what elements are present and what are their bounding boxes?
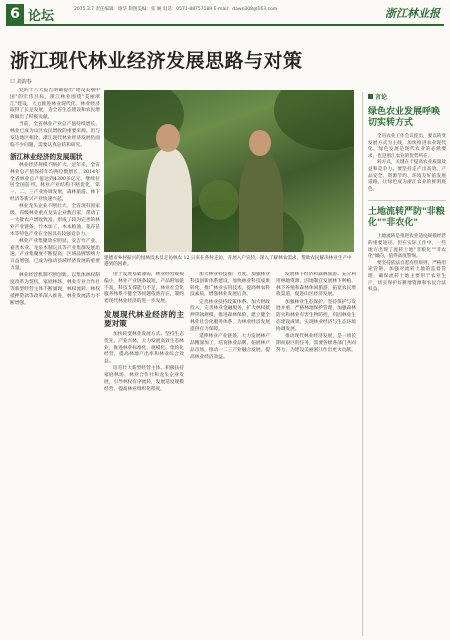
paragraph: 林业产业集聚效应明显。安吉竹产业、嘉善木业、龙泉木制玩具等产业集群发展迅速，产业集聚度不断提高，区域品牌影响力日益增强，已成为推动县域经济发展的重要力量。 xyxy=(10,238,100,272)
paragraph: 推动现代林业经济发展，是一项长期而艰巨的任务，需要各级各部门共同努力，为建设美丽浙江作出更大贡献。 xyxy=(276,334,356,353)
commentary-label-text: 言论 xyxy=(375,94,388,101)
paragraph: 加快转变林业发展方式。坚持生态优先、产业兴林，大力发展高效生态林业，推进林业标准化、规模化、集约化经营，提高林地产出率和林业综合效益。 xyxy=(104,331,184,365)
section-name: 论坛 xyxy=(28,9,55,24)
paragraph: 转方式，关键在于提高农业质量效益和竞争力。要坚持走产出高效、产品安全、资源节约、环境友好的发展道路，让绿色成为浙江农业的鲜明底色。 xyxy=(368,160,446,192)
article-column-3 xyxy=(190,272,270,636)
paragraph: 完善林业扶持政策体系。加大财政投入，完善林业金融服务，扩大林权抵押贷款规模，推进森林保险，建立健全林业社会化服务体系，为林业经济发展提供有力保障。 xyxy=(190,299,270,332)
photo-caption: 建德市乡村振兴的园林技术员走访林农 12 日来在各村走访，开展入户宣传，深入了解林农需求，帮助农民解决林业生产中遇到的困难。 xyxy=(104,256,352,268)
paragraph: 延伸林业产业链条。大力发展林产品精深加工，培育林业品牌，拓展林产品市场，推动一二三产业融合发展，提高林业经济效益。 xyxy=(190,334,270,360)
commentary-title-1: 绿色农业发展呼唤切实转方式 xyxy=(368,107,441,128)
paragraph: 党的十八大报告明确提出"建设美丽中国"的宏伟目标，浙江林业围绕"美丽浙江"建设，大力推进林业现代化，林业经济取得了长足发展，为全省生态建设和农民增收做出了积极贡献。 xyxy=(10,88,100,121)
page-meta: 2015.3.7 责任编辑：谢华 制图美编：张 娴 电话：0571-88757189 E-mail：dawn308@163.com xyxy=(74,7,278,12)
commentary-column xyxy=(362,92,446,636)
commentary-label xyxy=(368,92,446,101)
square-icon xyxy=(368,94,373,99)
article-column-1 xyxy=(10,88,100,636)
divider xyxy=(368,200,446,201)
commentary-title-2: 土地流转严防"非粮化""非农化" xyxy=(368,207,445,229)
masthead xyxy=(6,4,444,26)
paragraph: 由于发展基础薄弱，林业经营规模偏小，林业产业链条较短，产品附加值不高，科技支撑能力不足，林业社会化服务体系不健全等问题依然存在，制约着现代林业经济的进一步发展。 xyxy=(104,272,184,305)
paragraph: 林业经济规模不断扩大。近年来，全省林业总产值保持年均两位数增长，2014年全省林业总产值达到4300多亿元，继续位居全国前列。林业产业结构不断优化，第一、二、三产业协调发展，森林旅游、林下经济等新兴产业快速兴起。 xyxy=(10,163,100,203)
paragraph: 加大林业科技推广力度。加强林业科技创新体系建设，加快林业科技成果转化，推广林业实用技术，提高林农科技素质，增强林业发展后劲。 xyxy=(190,272,270,298)
article-column-2 xyxy=(104,272,184,636)
article-author: 口 刘韵春 xyxy=(10,79,32,85)
commentary-body-2 xyxy=(368,234,446,293)
subheading: 浙江林业经济的发展现状 xyxy=(10,152,83,161)
paragraph: 加强林业生态保护。坚持保护与发展并重，严格林地保护管理，加强森林防火和林业有害生物防控，巩固林业生态建设成果，实现林业经济与生态环境协调发展。 xyxy=(276,299,356,332)
paragraph: 发展林下经济和森林旅游。充分利用林地资源，因地制宜发展林下种植、林下养殖和森林休闲旅游，拓宽农民增收渠道，促进山区经济发展。 xyxy=(276,272,356,298)
paragraph: 林业龙头企业不断壮大。全省现有国家级、省级林业重点龙头企业数百家，带动了一大批农户增收致富，形成了较为完善的林业产业链条，竹木加工、木本粮油、花卉苗木等特色产业在全国具有较强竞争力。 xyxy=(10,204,100,237)
paragraph: 林业经营机制不断创新。以集体林权制度改革为契机，家庭林场、林业专业合作社等新型经营主体不断涌现，林权流转、林权抵押贷款等改革深入推进，林业发展活力不断增强。 xyxy=(10,273,100,306)
paragraph: 当前，全省林业产业总产值持续增长，林业已成为山区农民增收的重要来源。但与发达地区相比，浙江现代林业经济发展仍面临不少问题，需要认真总结和研究。 xyxy=(10,122,100,148)
article-photo xyxy=(104,90,354,252)
paragraph: 全省农业工作会议提出，要以转变发展方式为主线，加快推进农业现代化。绿色发展是现代农业的必然要求，也是浙江农业的优势所在。 xyxy=(368,134,446,159)
newspaper-logo: 浙江林业报 xyxy=(385,7,440,20)
paragraph: 要坚持依法自愿有偿原则，严格用途管制，加强对流转土地的监督管理，确保流转土地主要用于农业生产，切实保护好耕地资源和农民合法权益。 xyxy=(368,260,446,293)
paragraph: 培育壮大新型经营主体。积极扶持家庭林场、林业合作社和龙头企业发展，引导林权有序流转，发展适度规模经营，提高林业组织化程度。 xyxy=(104,366,184,392)
article-column-4 xyxy=(276,272,356,636)
subheading: 发展现代林业经济的主要对策 xyxy=(104,309,184,329)
paragraph: 土地流转是推进农业适度规模经营的重要途径。但在实际工作中，一些地方出现了流转土地"非粮化""非农化"倾向，值得高度警惕。 xyxy=(368,234,446,260)
commentary-body-1 xyxy=(368,134,446,193)
page-number: 6 xyxy=(6,4,24,24)
article-headline: 浙江现代林业经济发展思路与对策 xyxy=(10,50,303,72)
